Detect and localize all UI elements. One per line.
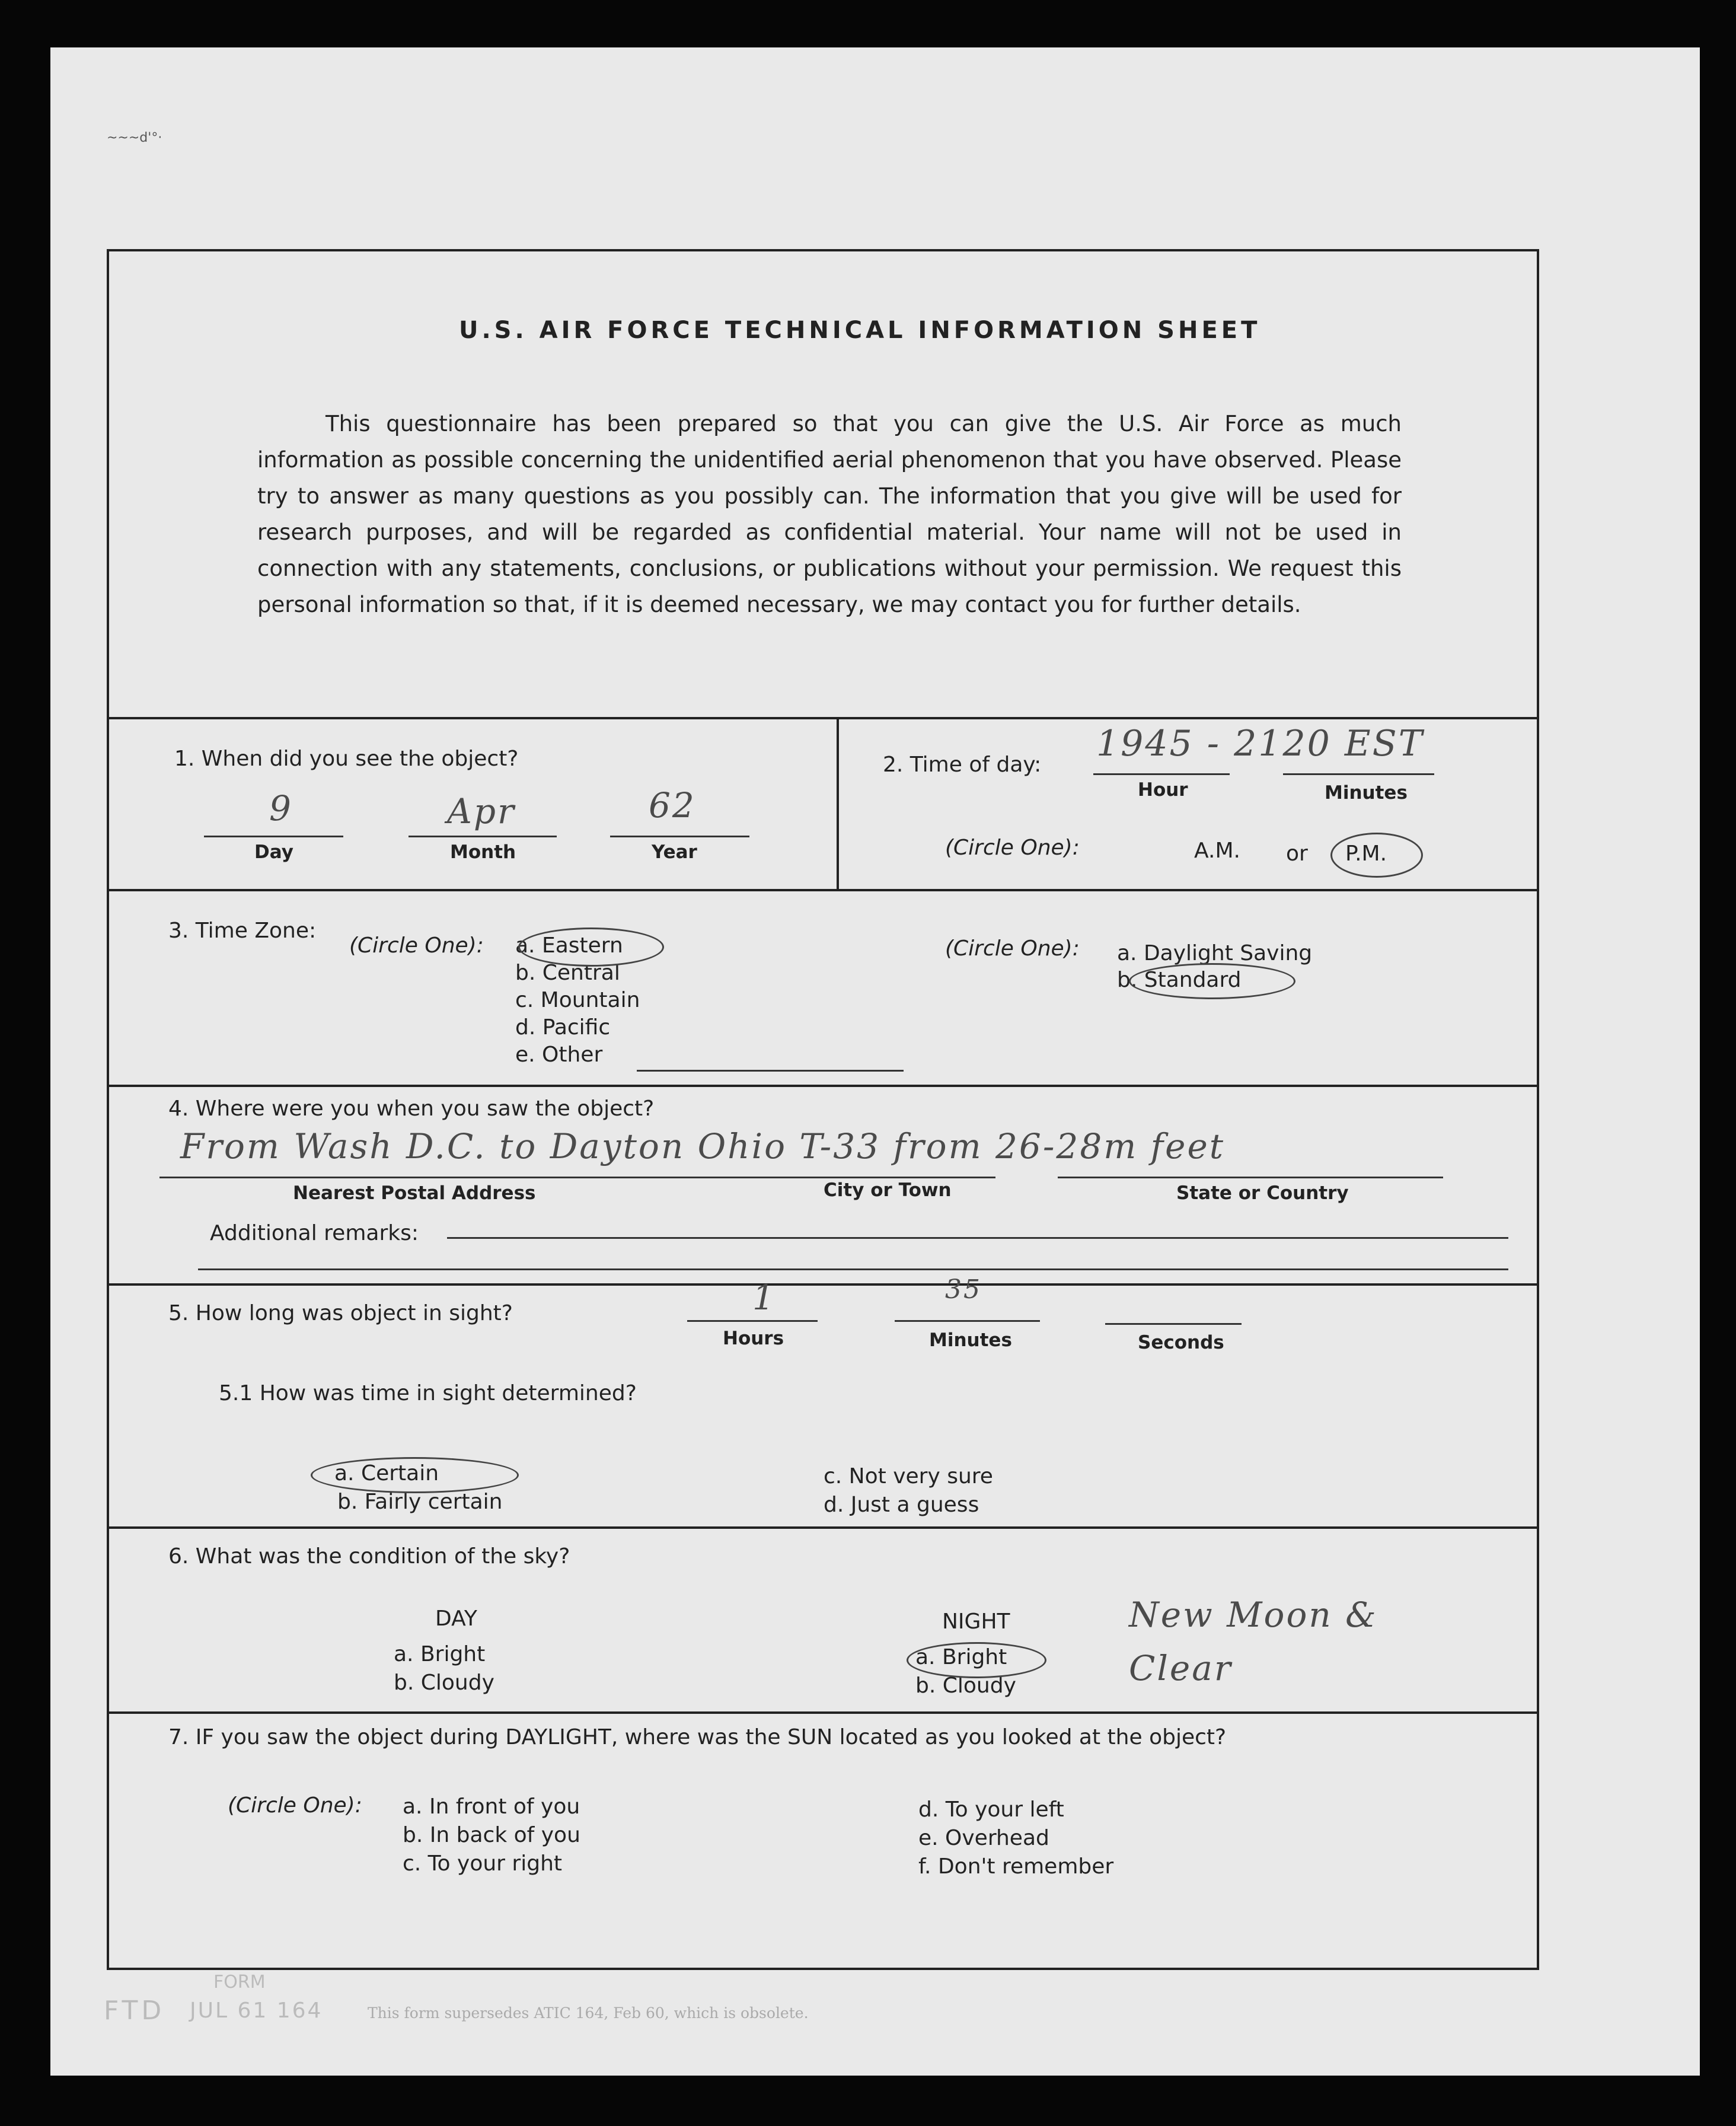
q5-1-label: 5.1 How was time in sight determined?: [219, 1381, 637, 1405]
q3-option-other: e. Other: [515, 1043, 603, 1067]
q4-city-label: City or Town: [824, 1180, 952, 1201]
q7-circle-one: (Circle One):: [228, 1793, 362, 1818]
q6-night-bright: a. Bright: [915, 1645, 1007, 1669]
q7-label: 7. IF you saw the object during DAYLIGHT, where was the SUN located as you looked at the object?: [168, 1725, 1227, 1749]
q4-state-label: State or Country: [1176, 1182, 1349, 1204]
q4-postal-label: Nearest Postal Address: [293, 1182, 536, 1204]
q5-option-not-very-sure: c. Not very sure: [824, 1464, 993, 1488]
form-title: U.S. AIR FORCE TECHNICAL INFORMATION SHEET: [459, 317, 1261, 344]
q3-eastern-circle: [518, 927, 664, 967]
q5-hours-value: 1: [752, 1277, 776, 1318]
q6-day-heading: DAY: [435, 1607, 477, 1631]
divider-q6: [109, 1526, 1537, 1529]
footer-form-date: JUL 61 164: [190, 1998, 323, 2023]
q2-minutes-line: [1283, 773, 1434, 775]
q1-month-line: [409, 836, 557, 837]
q1-month-value: Apr: [447, 791, 516, 831]
q2-label: 2. Time of day:: [883, 753, 1042, 777]
q3-other-line: [637, 1070, 904, 1072]
q6-label: 6. What was the condition of the sky?: [168, 1544, 570, 1569]
q1-year-value: 62: [649, 785, 696, 825]
q1-day-label: Day: [254, 842, 293, 863]
q2-time-value: 1945 - 2120 EST: [1096, 723, 1424, 764]
q2-minutes-label: Minutes: [1325, 782, 1408, 804]
q5-hours-line: [687, 1320, 818, 1322]
q5-option-fairly-certain: b. Fairly certain: [337, 1490, 503, 1514]
q1-year-line: [610, 836, 749, 837]
q4-postal-line: [159, 1177, 752, 1178]
q6-day-cloudy: b. Cloudy: [394, 1671, 494, 1695]
q2-or-text: or: [1286, 842, 1308, 866]
q4-state-line: [1058, 1177, 1443, 1178]
q2-pm-option: P.M.: [1345, 842, 1387, 866]
intro-paragraph: This questionnaire has been prepared so that you can give the U.S. Air Force as much information as possible concerning the unidentified aerial phenomenon that you have observed. Please try to answer as many questions as you possibly can. The information that you give will be used for research purposes, and will be regarded as confidential material. Your name will not be used in connection with any statements, conclusions, or publications without your permission. We request this personal information so that, if it is deemed necessary, we may contact you for further details.: [257, 411, 1402, 617]
q5-label: 5. How long was object in sight?: [168, 1301, 513, 1325]
divider-q1-q2: [837, 717, 839, 889]
divider-q5: [109, 1283, 1537, 1286]
q5-seconds-line: [1105, 1323, 1242, 1325]
q3-option-eastern: a. Eastern: [515, 933, 623, 958]
q4-city-line: [720, 1177, 995, 1178]
q7-option-left: d. To your left: [918, 1797, 1064, 1822]
q6-note-line-2: Clear: [1129, 1648, 1233, 1688]
q5-seconds-label: Seconds: [1138, 1332, 1224, 1353]
q3-label: 3. Time Zone:: [168, 919, 317, 943]
q1-label: 1. When did you see the object?: [174, 747, 519, 771]
q7-option-dont-remember: f. Don't remember: [918, 1854, 1114, 1879]
q4-remarks-line-2: [198, 1268, 1508, 1270]
q4-remarks-line-1: [447, 1237, 1508, 1239]
q5-option-certain: a. Certain: [334, 1461, 439, 1486]
q2-circle-one: (Circle One):: [945, 836, 1080, 860]
q5-certain-circle: [311, 1457, 519, 1493]
divider-q4: [109, 1085, 1537, 1087]
q3-option-central: b. Central: [515, 961, 620, 985]
q1-year-label: Year: [652, 842, 697, 863]
divider-q3: [109, 889, 1537, 891]
q7-option-back: b. In back of you: [403, 1823, 580, 1847]
q4-label: 4. Where were you when you saw the object?: [168, 1097, 655, 1121]
q3-option-pacific: d. Pacific: [515, 1015, 611, 1040]
q2-pm-circle: [1330, 833, 1423, 878]
q7-option-overhead: e. Overhead: [918, 1826, 1049, 1850]
q7-option-front: a. In front of you: [403, 1794, 580, 1819]
corner-mark: ~~~d'°·: [107, 130, 162, 145]
q3-option-mountain: c. Mountain: [515, 988, 640, 1012]
q1-month-label: Month: [450, 842, 516, 863]
q6-note-line-1: New Moon &: [1129, 1595, 1378, 1635]
q6-night-bright-circle: [907, 1642, 1046, 1678]
q3-circle-one-2: (Circle One):: [945, 936, 1080, 961]
q6-night-heading: NIGHT: [942, 1609, 1010, 1634]
q6-day-bright: a. Bright: [394, 1642, 486, 1666]
q7-option-right: c. To your right: [403, 1851, 562, 1876]
q3-circle-one: (Circle One):: [349, 933, 484, 958]
form-box: [107, 249, 1539, 1970]
q4-location-value: From Wash D.C. to Dayton Ohio T-33 from 26-28m feet: [180, 1126, 1226, 1166]
q2-am-option: A.M.: [1194, 839, 1240, 863]
q6-night-cloudy: b. Cloudy: [915, 1674, 1016, 1698]
divider-q1: [109, 717, 1537, 719]
q5-hours-label: Hours: [723, 1328, 784, 1349]
q1-day-line: [204, 836, 343, 837]
q5-minutes-value: 35: [945, 1274, 982, 1305]
footer-supersedes-note: This form supersedes ATIC 164, Feb 60, which is obsolete.: [368, 2004, 809, 2022]
divider-q7: [109, 1711, 1537, 1714]
q5-minutes-label: Minutes: [929, 1330, 1012, 1351]
q3-standard-circle: [1129, 963, 1295, 999]
q5-minutes-line: [895, 1320, 1040, 1322]
q3-option-standard: b. Standard: [1117, 968, 1242, 992]
q5-option-just-a-guess: d. Just a guess: [824, 1493, 979, 1517]
footer-form-label: FORM: [213, 1972, 266, 1993]
q2-hour-line: [1093, 773, 1230, 775]
q3-option-daylight: a. Daylight Saving: [1117, 941, 1313, 965]
footer-ftd: FTD: [104, 1996, 165, 2026]
q4-remarks-label: Additional remarks:: [210, 1221, 419, 1245]
q1-day-value: 9: [269, 788, 293, 828]
q2-hour-label: Hour: [1138, 779, 1188, 801]
